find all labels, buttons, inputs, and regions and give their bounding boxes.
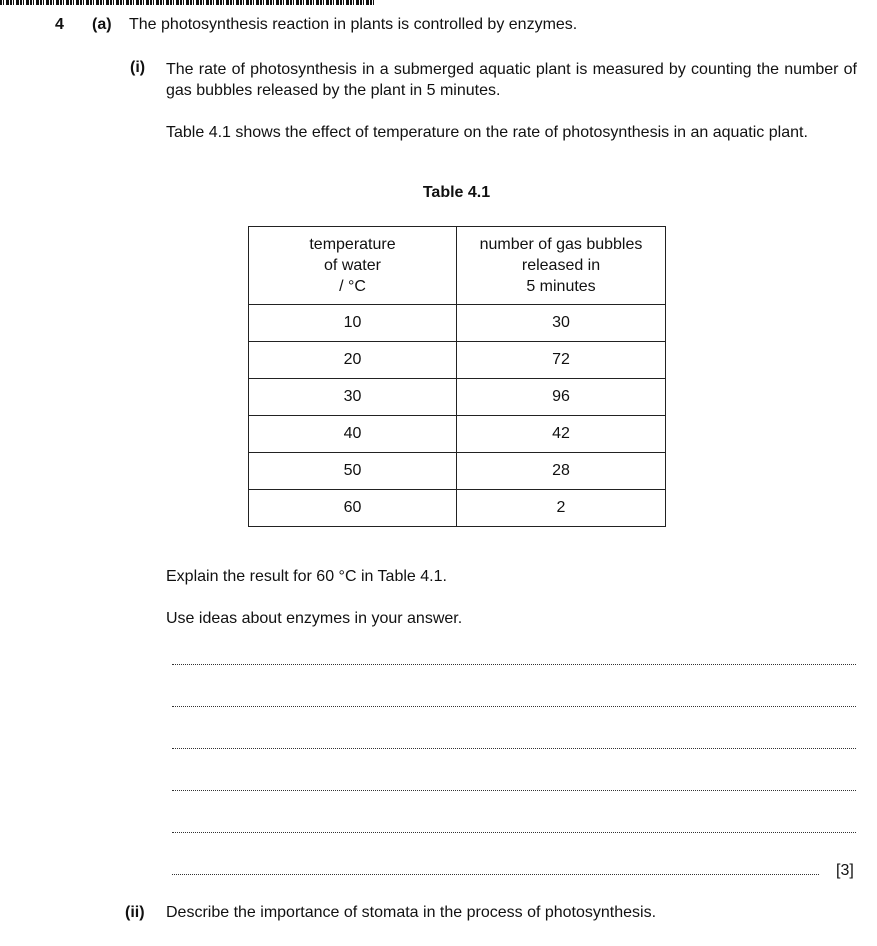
explain-prompt: Explain the result for 60 °C in Table 4.1. [166, 568, 447, 585]
answer-line[interactable] [172, 830, 856, 833]
temperature-cell: 40 [249, 416, 457, 453]
temperature-cell: 60 [249, 490, 457, 527]
sub-ii-text: Describe the importance of stomata in the process of photosynthesis. [166, 904, 657, 921]
bubbles-cell: 28 [457, 453, 666, 490]
table-row [249, 379, 666, 416]
table-row [249, 490, 666, 527]
table-row [249, 453, 666, 490]
answer-line[interactable] [172, 746, 856, 749]
part-a-text: The photosynthesis reaction in plants is controlled by enzymes. [129, 16, 578, 33]
table-intro-text: Table 4.1 shows the effect of temperature on the rate of photosynthesis in an aquatic plant. [166, 124, 808, 141]
answer-line[interactable] [172, 788, 856, 791]
question-number: 4 [55, 16, 64, 33]
data-table [248, 226, 666, 527]
temperature-cell: 20 [249, 342, 457, 379]
table-row [249, 416, 666, 453]
bubbles-cell: 42 [457, 416, 666, 453]
sub-i-text: The rate of photosynthesis in a submerged aquatic plant is measured by counting the number of gas bubbles released by the plant in 5 minutes. [166, 61, 857, 99]
part-a-label: (a) [92, 16, 112, 33]
temperature-header: temperature of water / °C [249, 227, 457, 305]
answer-line[interactable] [172, 872, 819, 875]
sub-i-label: (i) [130, 59, 146, 76]
table-row [249, 305, 666, 342]
bubbles-cell: 2 [457, 490, 666, 527]
sub-ii-label: (ii) [125, 904, 145, 921]
bubbles-cell: 30 [457, 305, 666, 342]
temperature-cell: 30 [249, 379, 457, 416]
marks-label: [3] [836, 862, 854, 879]
bubbles-cell: 96 [457, 379, 666, 416]
temperature-cell: 50 [249, 453, 457, 490]
table-header-row [249, 227, 666, 305]
bubbles-header: number of gas bubbles released in 5 minutes [457, 227, 666, 305]
enzymes-hint: Use ideas about enzymes in your answer. [166, 610, 463, 627]
answer-line[interactable] [172, 662, 856, 665]
bubbles-cell: 72 [457, 342, 666, 379]
answer-line[interactable] [172, 704, 856, 707]
table-caption: Table 4.1 [422, 184, 491, 201]
table-row [249, 342, 666, 379]
barcode-strip [0, 0, 374, 5]
temperature-cell: 10 [249, 305, 457, 342]
